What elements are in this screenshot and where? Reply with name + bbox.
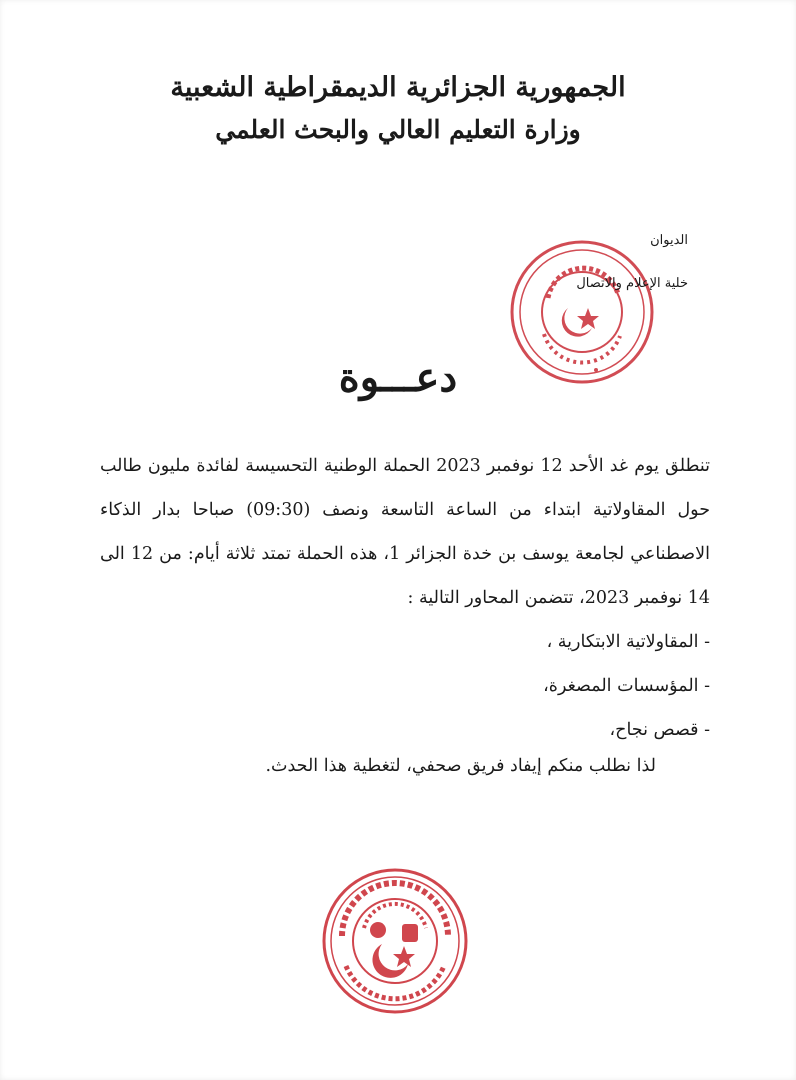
issuing-office	[576, 234, 688, 292]
axis-item: - المؤسسات المصغرة،	[543, 676, 710, 696]
communication-cell-label: خلية الإعلام والاتصال	[576, 275, 688, 291]
invitation-body	[100, 444, 710, 752]
ministry-name: وزارة التعليم العالي والبحث العلمي	[215, 115, 581, 144]
invitation-title: دعـــوة	[338, 354, 458, 401]
closing-sentence: لذا نطلب منكم إيفاد فريق صحفي، لتغطية هذا الحدث.	[265, 756, 656, 776]
axis-item: - المقاولاتية الابتكارية ،	[546, 632, 710, 652]
body-paragraph: تنطلق يوم غد الأحد 12 نوفمبر 2023 الحملة الوطنية التحسيسة لفائدة مليون طالب حول المقاولاتية ابتداء من الساعة التاسعة ونصف (09:30) صباحا بدار الذكاء الاصطناعي لجامعة يوسف بن خدة الجزائر 1، هذه الحملة تمتد ثلاثة أيام: من 12 الى 14 نوفمبر 2023، تتضمن المحاور التالية :	[100, 456, 711, 608]
cabinet-label: الديوان	[650, 233, 688, 248]
republic-name: الجمهورية الجزائرية الديمقراطية الشعبية	[170, 72, 626, 103]
letterhead	[0, 72, 796, 144]
axes-list	[100, 620, 710, 752]
official-stamp-bottom	[320, 866, 470, 1016]
axis-item: - قصص نجاح،	[609, 720, 710, 740]
